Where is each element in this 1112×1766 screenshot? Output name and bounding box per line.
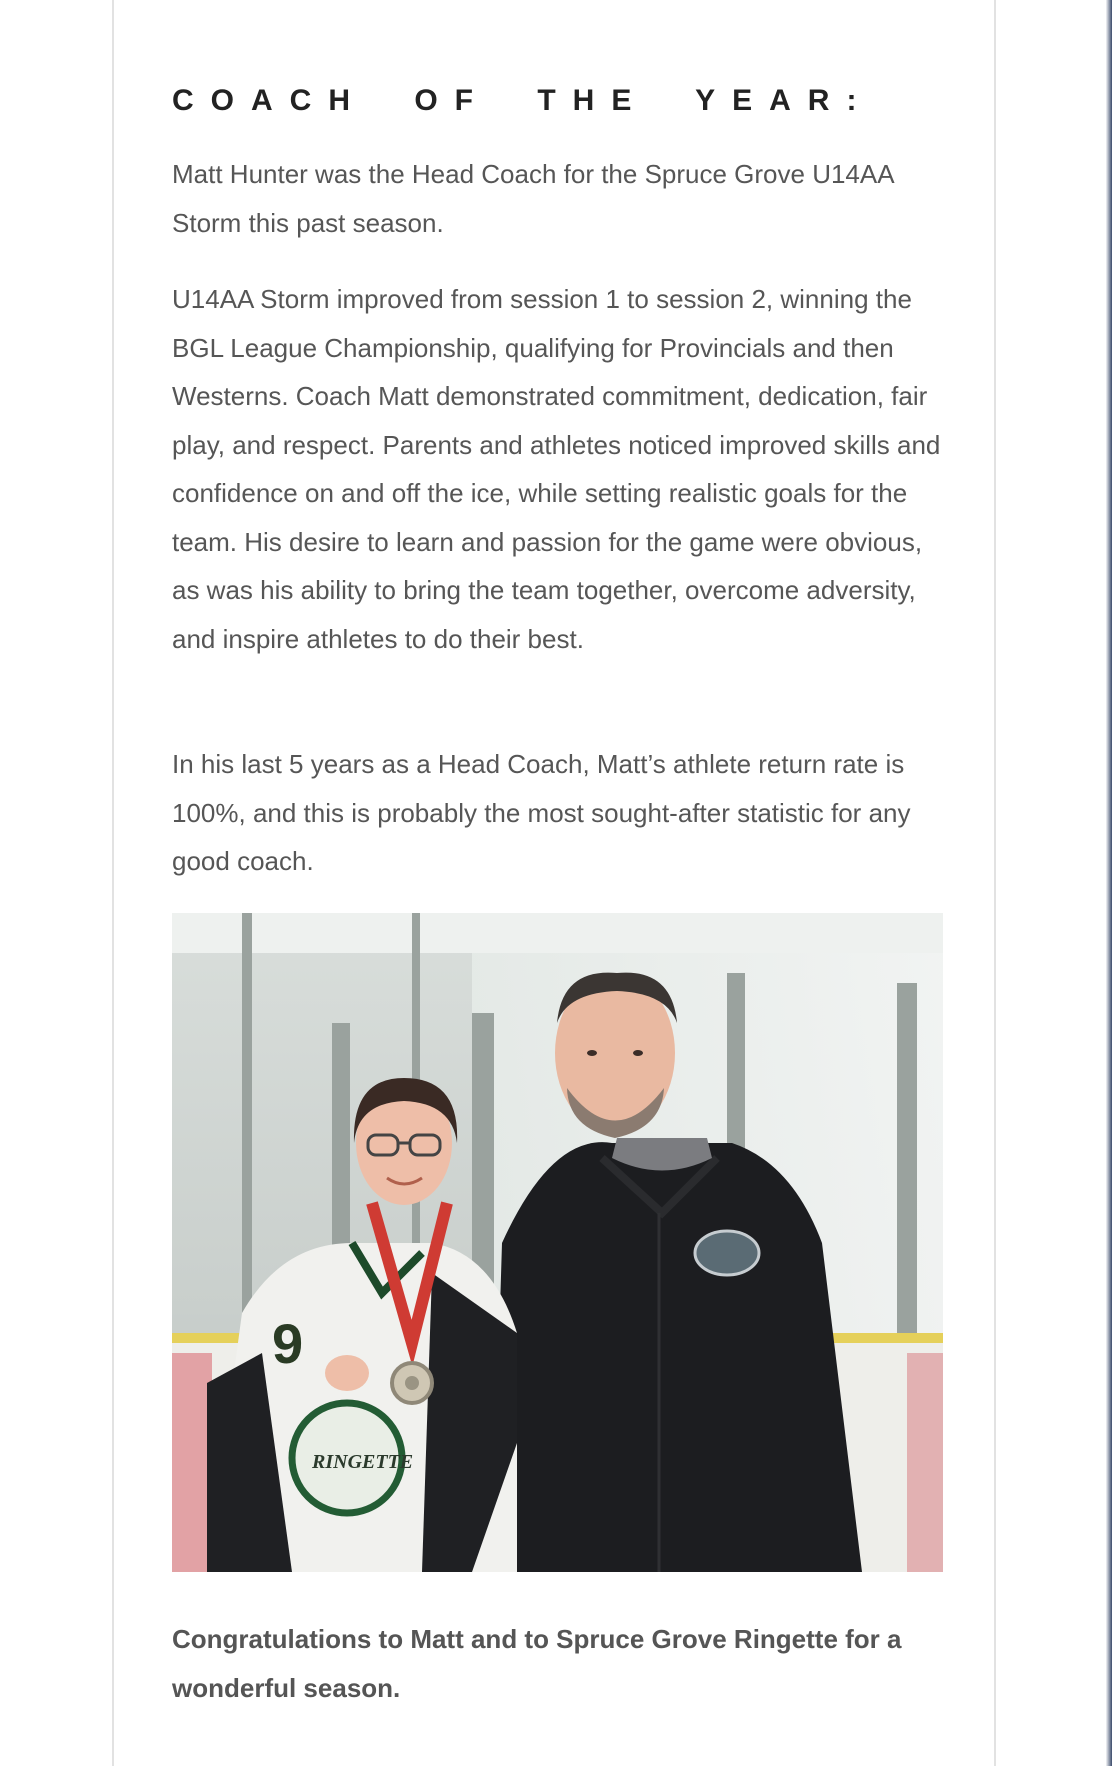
congratulations-caption: Congratulations to Matt and to Spruce Grove Ringette for a wonderful season. [172,1624,902,1703]
jersey-crest-text: RINGETTE [312,1451,414,1473]
jacket-crest [695,1231,759,1275]
section-heading: COACH OF THE YEAR: [172,84,874,117]
article-card [112,0,996,1766]
achievements-paragraph: U14AA Storm improved from session 1 to session 2, winning the BGL League Championship, qualifying for Provincials and then Westerns. Coach Matt demonstrated commitment, dedication, fair play, and respect. Parents and athletes noticed improved skills and confidence on and off the ice, while setting realistic goals for the team. His desire to learn and passion for the game were obvious, as was his ability to bring the team together, overcome adversity, and inspire athletes to do their best. [172,284,941,654]
statistic-paragraph: In his last 5 years as a Head Coach, Matt’s athlete return rate is 100%, and this is probably the most sought-after statistic for any good coach. [172,749,911,876]
jersey-number: 9 [272,1312,304,1375]
intro-paragraph: Matt Hunter was the Head Coach for the Spruce Grove U14AA Storm this past season. [172,159,894,238]
photo-illustration [172,913,943,1572]
coach-and-athlete-photo [172,913,943,1572]
window-edge [1106,0,1112,1766]
